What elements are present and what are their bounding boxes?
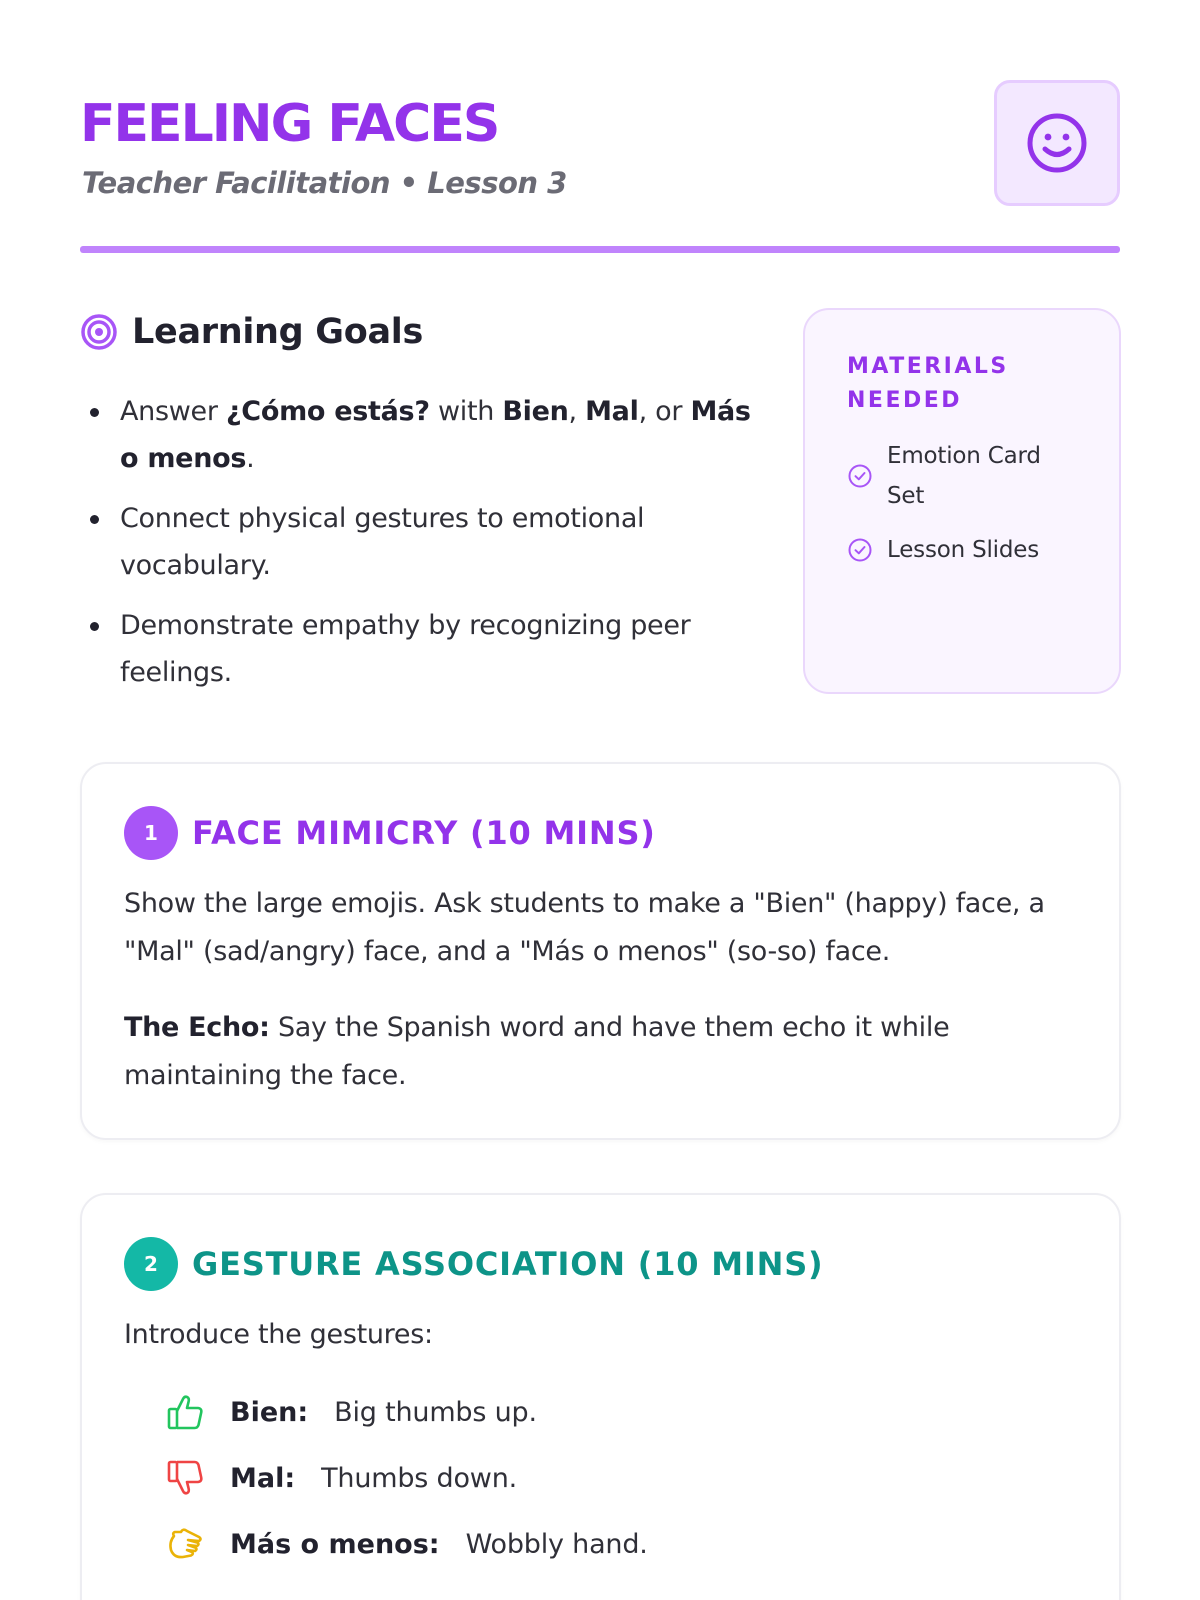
goal-text: Connect physical gestures to emotional vocabulary.	[120, 503, 645, 581]
goal-keyword: ¿Cómo estás?	[225, 396, 430, 427]
gesture-description: Wobbly hand.	[465, 1528, 648, 1560]
emoji-badge	[994, 80, 1120, 206]
gesture-description: Thumbs down.	[321, 1462, 517, 1494]
gesture-item	[166, 1379, 1077, 1445]
step-card-gesture-association	[80, 1193, 1121, 1600]
gesture-term: Bien:	[230, 1396, 309, 1428]
materials-title: MATERIALS NEEDED	[847, 354, 1009, 413]
materials-panel	[803, 308, 1121, 694]
goal-keyword: Bien	[502, 396, 569, 427]
goal-text: .	[246, 443, 255, 474]
gesture-term: Más o menos:	[230, 1528, 440, 1560]
step-title: FACE MIMICRY (10 MINS)	[192, 814, 656, 852]
material-item-label: Emotion Card Set	[887, 443, 1041, 509]
gesture-list	[124, 1379, 1077, 1577]
target-icon	[80, 313, 118, 351]
material-item-label: Lesson Slides	[887, 537, 1039, 563]
check-circle-icon	[847, 537, 873, 563]
smile-icon	[1025, 111, 1089, 175]
gesture-description: Big thumbs up.	[334, 1396, 537, 1428]
learning-goals-title: Learning Goals	[132, 312, 424, 352]
step-note	[124, 1004, 1077, 1100]
learning-goal-item	[80, 602, 770, 696]
goal-keyword: Mal	[585, 396, 639, 427]
step-title: GESTURE ASSOCIATION (10 MINS)	[192, 1245, 824, 1283]
goal-text: , or	[638, 396, 691, 427]
materials-list	[847, 436, 1083, 570]
material-item	[847, 530, 1083, 570]
step-card-face-mimicry	[80, 762, 1121, 1140]
learning-goals-section	[80, 310, 770, 709]
learning-goal-item	[80, 388, 770, 482]
goal-text: Answer	[120, 396, 226, 427]
goal-text: Demonstrate empathy by recognizing peer feelings.	[120, 610, 691, 688]
step-number-badge: 1	[124, 806, 178, 860]
learning-goal-item	[80, 495, 770, 589]
check-circle-icon	[847, 463, 873, 489]
page-subtitle: Teacher Facilitation • Lesson 3	[82, 166, 567, 200]
goal-text: ,	[568, 396, 586, 427]
step-number-badge: 2	[124, 1237, 178, 1291]
gesture-term: Mal:	[230, 1462, 296, 1494]
goal-keyword: Más o menos	[120, 396, 751, 474]
thumbs-up-icon	[166, 1392, 206, 1432]
step-heading	[124, 1237, 1077, 1291]
thumbs-down-icon	[166, 1458, 206, 1498]
page-title: FEELING FACES	[80, 94, 499, 154]
learning-goals-list	[80, 388, 770, 696]
learning-goals-heading	[80, 310, 770, 354]
goal-text: with	[429, 396, 503, 427]
step-description: Show the large emojis. Ask students to make a "Bien" (happy) face, a "Mal" (sad/angry) face, and a "Más o menos" (so-so) face.	[124, 888, 1045, 967]
page-header	[80, 80, 1120, 255]
step-heading	[124, 806, 1077, 860]
gesture-item	[166, 1445, 1077, 1511]
step-intro: Introduce the gestures:	[124, 1319, 433, 1350]
wobbly-hand-icon	[166, 1524, 206, 1564]
gesture-item	[166, 1511, 1077, 1577]
echo-text: Say the Spanish word and have them echo it while maintaining the face.	[124, 1012, 950, 1091]
echo-label: The Echo:	[124, 1012, 270, 1043]
material-item	[847, 436, 1083, 516]
header-divider	[80, 246, 1120, 253]
